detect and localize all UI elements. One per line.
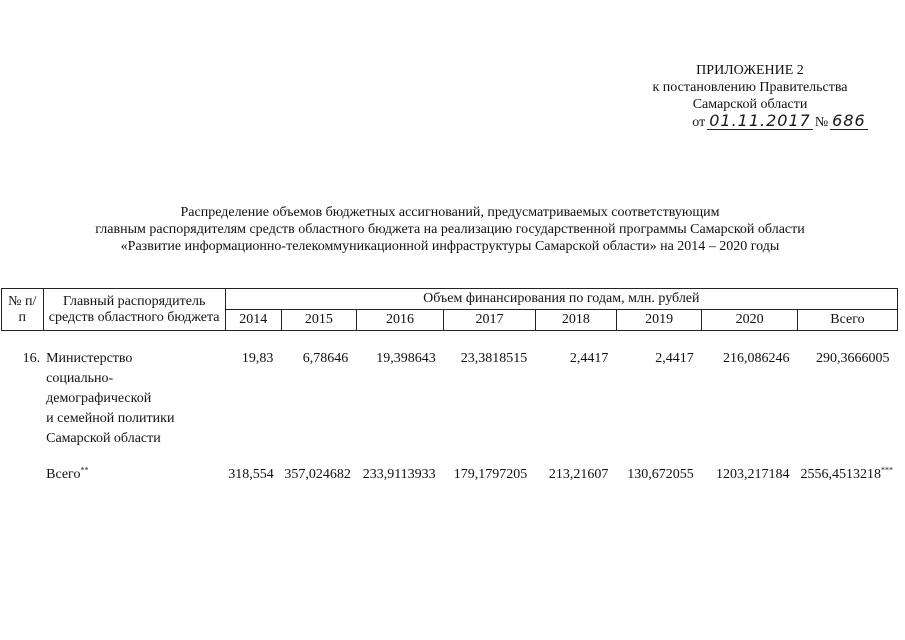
- budget-table: [1, 288, 898, 483]
- header-year: 2014: [225, 310, 281, 331]
- header-no: № п/п: [2, 289, 44, 331]
- header-year: 2018: [535, 310, 616, 331]
- agency-name: [43, 349, 225, 449]
- agency-line: Министерство: [46, 351, 133, 366]
- appendix-line-1: к постановлению Правительства: [652, 80, 848, 95]
- appendix-dateline: [660, 113, 900, 131]
- header-year: 2019: [616, 310, 701, 331]
- title-line-3: «Развитие информационно-телекоммуникационной инфраструктуры Самарской области» на 2014 – 2020 годы: [120, 239, 780, 254]
- cell-value: 23,3818515: [460, 351, 528, 366]
- cell-value: 19,398643: [376, 351, 436, 366]
- total-value: 233,9113933: [362, 467, 436, 482]
- table-row: [2, 349, 898, 449]
- cell-value: 2,4417: [569, 351, 609, 366]
- agency-line: социально-: [46, 371, 114, 386]
- header-year: 2020: [702, 310, 798, 331]
- header-funding-group: Объем финансирования по годам, млн. рублей: [225, 289, 897, 310]
- header-manager: Главный распорядитель средств областного бюджета: [43, 289, 225, 331]
- title-line-2: главным распорядителям средств областного бюджета на реализацию государственной программы Самарской области: [95, 222, 805, 237]
- total-value: 179,1797205: [453, 467, 528, 482]
- total-value: 318,554: [228, 467, 274, 482]
- header-year: 2016: [356, 310, 443, 331]
- number-sign: №: [814, 115, 829, 130]
- total-label: [43, 467, 225, 483]
- agency-line: Самарской области: [46, 431, 161, 446]
- cell-value: 19,83: [241, 351, 274, 366]
- header-total: Всего: [797, 310, 897, 331]
- document-title: [20, 204, 880, 255]
- appendix-heading: ПРИЛОЖЕНИЕ 2: [696, 63, 804, 78]
- cell-value: 6,78646: [302, 351, 349, 366]
- cell-total: 290,3666005: [816, 351, 890, 366]
- grand-total: [797, 467, 897, 483]
- cell-value: 2,4417: [655, 351, 694, 366]
- header-year: 2017: [444, 310, 536, 331]
- grand-total-footnote: ***: [880, 465, 893, 475]
- appendix-line-2: Самарской области: [692, 97, 808, 112]
- total-value: 130,672055: [627, 467, 694, 482]
- total-value: 357,024682: [284, 467, 351, 482]
- title-line-1: Распределение объемов бюджетных ассигнований, предусматриваемых соответствующим: [180, 205, 720, 220]
- row-number: 16.: [22, 351, 41, 366]
- date-prefix: от: [692, 115, 706, 130]
- total-label-text: Всего: [46, 467, 81, 482]
- handwritten-number: 686: [832, 111, 866, 130]
- header-year: 2015: [281, 310, 356, 331]
- total-row: [2, 467, 898, 483]
- cell-value: 216,086246: [722, 351, 790, 366]
- agency-line: и семейной политики: [46, 411, 175, 426]
- handwritten-date: 01.11.2017: [709, 111, 811, 130]
- total-value: 213,21607: [548, 467, 609, 482]
- appendix-block: [600, 62, 900, 131]
- grand-total-value: 2556,4513218: [800, 467, 881, 482]
- total-value: 1203,217184: [715, 467, 790, 482]
- total-label-footnote: **: [80, 465, 89, 475]
- agency-line: демографической: [46, 391, 152, 406]
